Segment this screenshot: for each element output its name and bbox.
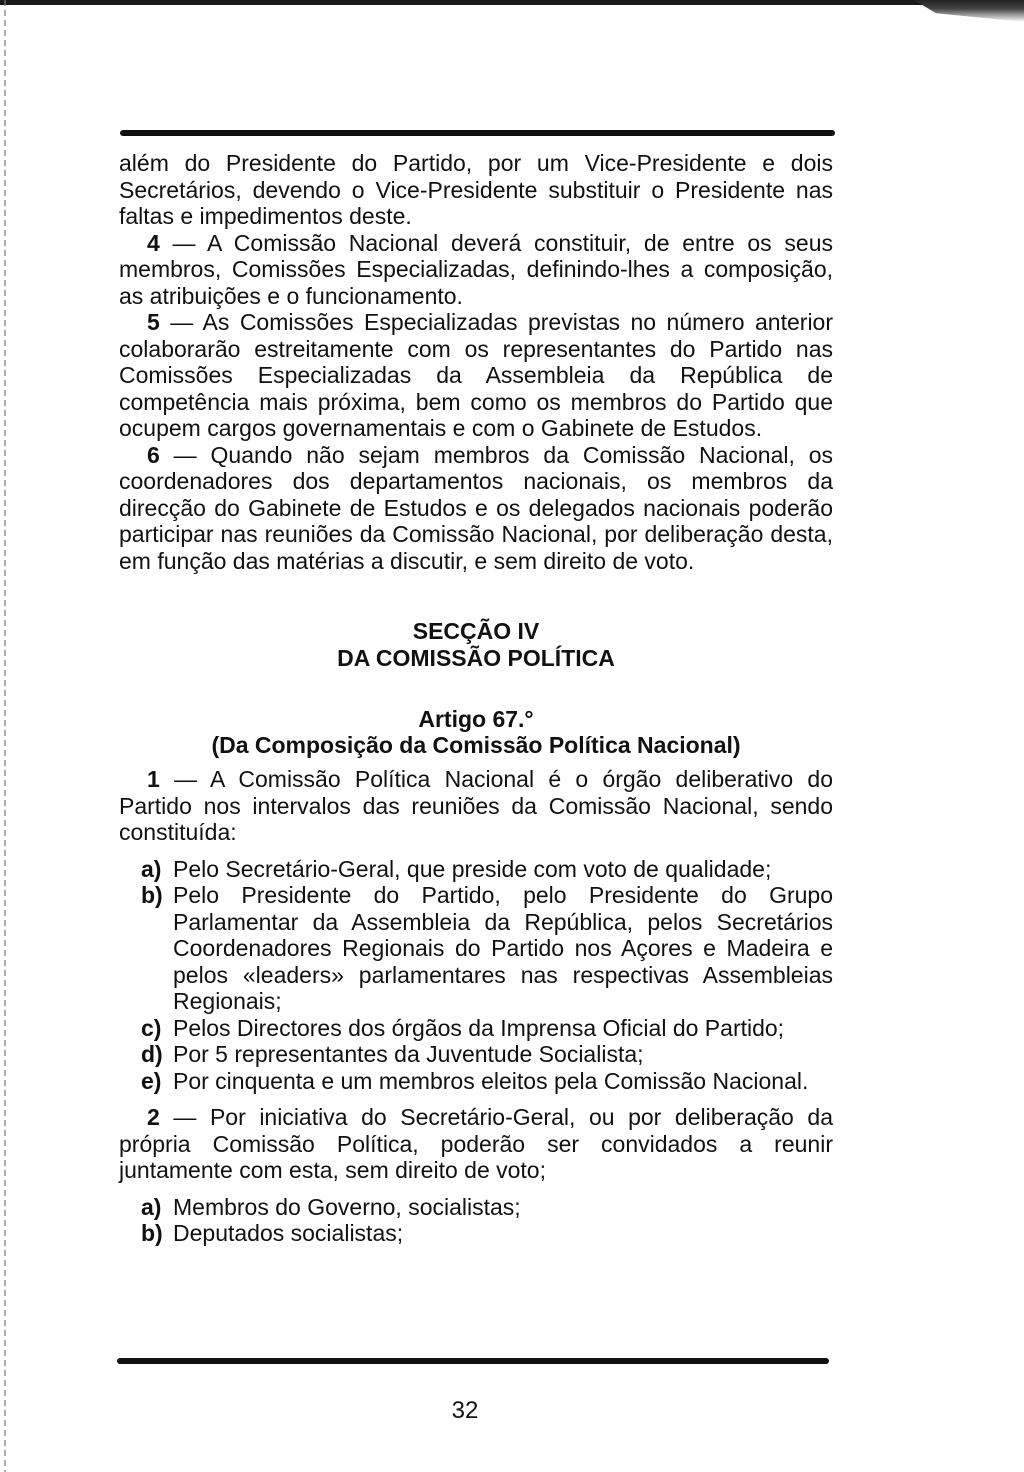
paragraph-number: 5	[147, 309, 160, 335]
article-title: (Da Composição da Comissão Política Nacional)	[211, 732, 741, 758]
page-body	[119, 150, 833, 1247]
paragraph-number: 4	[147, 229, 160, 256]
bottom-rule	[117, 1358, 829, 1364]
list-item-label: b)	[141, 882, 163, 908]
list-item-text: Membros do Governo, socialistas;	[173, 1193, 521, 1220]
section-title: DA COMISSÃO POLÍTICA	[337, 645, 615, 671]
numbered-paragraph-6	[119, 442, 833, 575]
list-item-text: Por cinquenta e um membros eleitos pela Comissão Nacional.	[173, 1067, 809, 1094]
list-item	[141, 1041, 833, 1068]
top-rule	[120, 130, 835, 136]
section-number: SECÇÃO IV	[412, 618, 540, 644]
list-item-label: e)	[141, 1067, 162, 1094]
invitees-list	[119, 1194, 833, 1247]
paragraph-number: 1	[147, 766, 160, 792]
article-heading	[119, 706, 833, 758]
paragraph-text: — A Comissão Nacional deverá constituir, de entre os seus membros, Comissões Especializadas, definindo-lhes a composição, as atribuições e o funcionamento.	[119, 229, 833, 309]
scan-shadow-corner	[914, 0, 1024, 22]
scan-border-left	[4, 0, 6, 1472]
list-item-label: a)	[141, 1193, 162, 1220]
list-item-text: Deputados socialistas;	[173, 1220, 404, 1246]
list-item	[141, 856, 833, 883]
paragraph-number: 2	[147, 1104, 160, 1130]
list-item-label: d)	[141, 1041, 163, 1067]
list-item-label: a)	[141, 855, 162, 882]
list-item	[141, 882, 833, 1015]
list-item-text: Pelo Presidente do Partido, pelo Presidente do Grupo Parlamentar da Assembleia da República, pelos Secretários Coordenadores Regionais do Partido nos Açores e Madeira e pelos «leaders» parlamentares nas respectivas Assembleias Regionais;	[173, 882, 833, 1014]
numbered-paragraph-5	[119, 309, 833, 442]
list-item	[141, 1220, 833, 1247]
list-item-text: Pelo Secretário-Geral, que preside com voto de qualidade;	[173, 855, 772, 882]
paragraph-text: — As Comissões Especializadas previstas no número anterior colaborarão estreitamente com os representantes do Partido nas Comissões Especializadas da Assembleia da República de competência mais próxima, bem como os membros do Partido que ocupem cargos governamentais e com o Gabinete de Estudos.	[119, 309, 833, 441]
list-item-label: c)	[141, 1014, 162, 1041]
list-item	[141, 1015, 833, 1042]
list-item	[141, 1194, 833, 1221]
numbered-paragraph-4	[119, 230, 833, 310]
list-item-text: Por 5 representantes da Juventude Socialista;	[173, 1041, 644, 1067]
paragraph-text: — Por iniciativa do Secretário-Geral, ou por deliberação da própria Comissão Política, poderão ser convidados a reunir juntamente com esta, sem direito de voto;	[119, 1104, 833, 1183]
list-item-text: Pelos Directores dos órgãos da Imprensa Oficial do Partido;	[173, 1014, 785, 1041]
numbered-paragraph-1	[119, 766, 833, 846]
scan-border-top	[0, 0, 1024, 5]
paragraph-text: — Quando não sejam membros da Comissão Nacional, os coordenadores dos departamentos nacionais, os membros da direcção do Gabinete de Estudos e os delegados nacionais poderão participar nas reuniões da Comissão Nacional, por deliberação desta, em função das matérias a discutir, e sem direito de voto.	[119, 441, 834, 574]
page-number: 32	[451, 1397, 479, 1424]
composition-list	[119, 856, 833, 1095]
continued-paragraph: além do Presidente do Partido, por um Vice-Presidente e dois Secretários, devendo o Vice-Presidente substituir o Presidente nas faltas e impedimentos deste.	[119, 150, 833, 229]
list-item-label: b)	[141, 1220, 163, 1246]
numbered-paragraph-2	[119, 1104, 833, 1184]
list-item	[141, 1068, 833, 1095]
paragraph-number: 6	[147, 441, 160, 468]
article-number: Artigo 67.°	[418, 706, 534, 732]
section-heading	[119, 618, 833, 672]
paragraph-text: — A Comissão Política Nacional é o órgão deliberativo do Partido nos intervalos das reuniões da Comissão Nacional, sendo constituída:	[119, 766, 834, 845]
spacer	[119, 1094, 833, 1104]
